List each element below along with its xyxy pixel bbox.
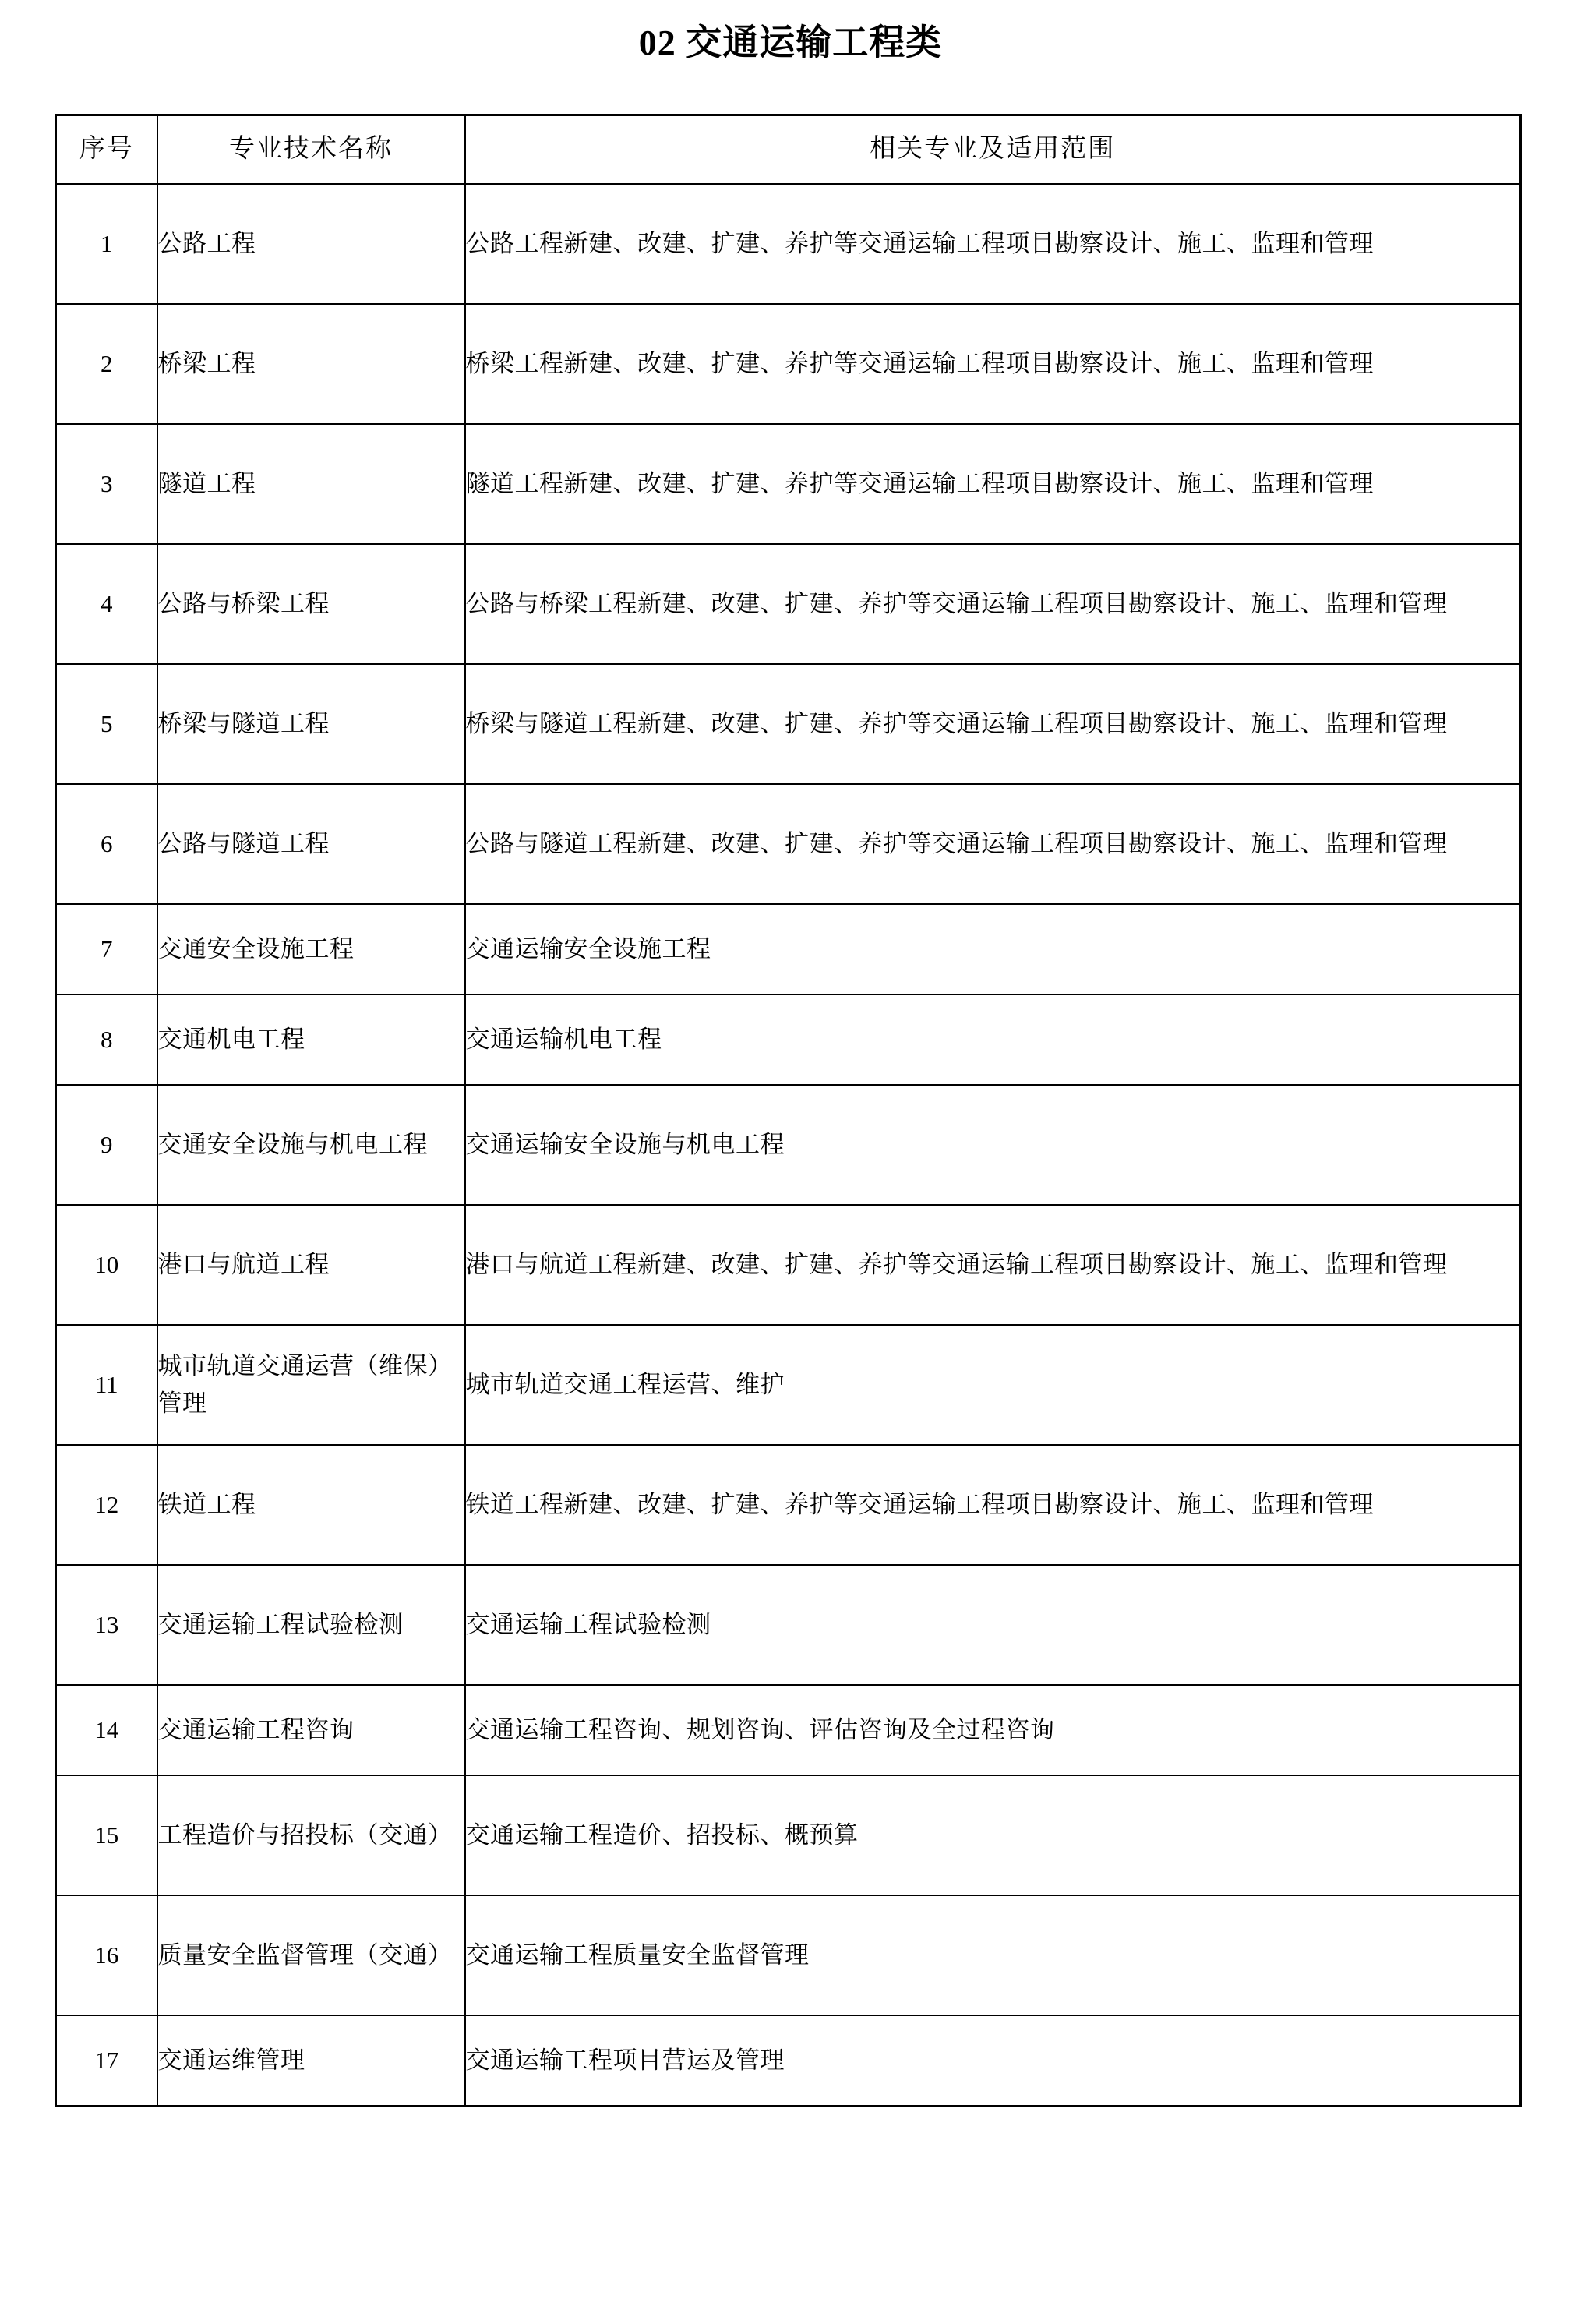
table-row xyxy=(56,1205,1521,1325)
cell-related-scope: 港口与航道工程新建、改建、扩建、养护等交通运输工程项目勘察设计、施工、监理和管理 xyxy=(465,1205,1521,1325)
cell-related-scope: 城市轨道交通工程运营、维护 xyxy=(465,1325,1521,1445)
cell-specialty-name: 铁道工程 xyxy=(157,1445,465,1565)
cell-related-scope: 交通运输安全设施与机电工程 xyxy=(465,1085,1521,1205)
table-row xyxy=(56,664,1521,784)
cell-specialty-name: 城市轨道交通运营（维保）管理 xyxy=(157,1325,465,1445)
cell-specialty-name: 交通安全设施与机电工程 xyxy=(157,1085,465,1205)
cell-sequence-number: 10 xyxy=(56,1205,157,1325)
cell-specialty-name: 港口与航道工程 xyxy=(157,1205,465,1325)
cell-related-scope: 交通运输机电工程 xyxy=(465,994,1521,1085)
cell-specialty-name: 交通运输工程试验检测 xyxy=(157,1565,465,1685)
cell-sequence-number: 7 xyxy=(56,904,157,994)
cell-specialty-name: 桥梁工程 xyxy=(157,304,465,424)
table-row xyxy=(56,994,1521,1085)
cell-specialty-name: 交通机电工程 xyxy=(157,994,465,1085)
page-title: 02 交通运输工程类 xyxy=(638,23,943,62)
column-header-no: 序号 xyxy=(56,115,157,185)
cell-specialty-name: 质量安全监督管理（交通） xyxy=(157,1895,465,2015)
table-row xyxy=(56,1325,1521,1445)
cell-sequence-number: 12 xyxy=(56,1445,157,1565)
cell-related-scope: 交通运输工程造价、招投标、概预算 xyxy=(465,1775,1521,1895)
cell-related-scope: 桥梁与隧道工程新建、改建、扩建、养护等交通运输工程项目勘察设计、施工、监理和管理 xyxy=(465,664,1521,784)
cell-related-scope: 公路工程新建、改建、扩建、养护等交通运输工程项目勘察设计、施工、监理和管理 xyxy=(465,184,1521,304)
table-row xyxy=(56,784,1521,904)
cell-related-scope: 交通运输工程试验检测 xyxy=(465,1565,1521,1685)
cell-specialty-name: 隧道工程 xyxy=(157,424,465,544)
cell-sequence-number: 15 xyxy=(56,1775,157,1895)
cell-specialty-name: 交通安全设施工程 xyxy=(157,904,465,994)
cell-sequence-number: 5 xyxy=(56,664,157,784)
cell-related-scope: 交通运输工程项目营运及管理 xyxy=(465,2015,1521,2107)
cell-sequence-number: 2 xyxy=(56,304,157,424)
cell-related-scope: 公路与隧道工程新建、改建、扩建、养护等交通运输工程项目勘察设计、施工、监理和管理 xyxy=(465,784,1521,904)
specialty-table-container xyxy=(55,114,1519,2107)
table-body xyxy=(56,184,1521,2107)
table-row xyxy=(56,2015,1521,2107)
specialty-table xyxy=(55,114,1522,2107)
table-row xyxy=(56,1685,1521,1775)
cell-related-scope: 交通运输工程咨询、规划咨询、评估咨询及全过程咨询 xyxy=(465,1685,1521,1775)
cell-sequence-number: 3 xyxy=(56,424,157,544)
cell-specialty-name: 桥梁与隧道工程 xyxy=(157,664,465,784)
cell-related-scope: 公路与桥梁工程新建、改建、扩建、养护等交通运输工程项目勘察设计、施工、监理和管理 xyxy=(465,544,1521,664)
table-row xyxy=(56,1445,1521,1565)
table-row xyxy=(56,1565,1521,1685)
cell-sequence-number: 11 xyxy=(56,1325,157,1445)
cell-sequence-number: 16 xyxy=(56,1895,157,2015)
cell-related-scope: 交通运输工程质量安全监督管理 xyxy=(465,1895,1521,2015)
cell-sequence-number: 8 xyxy=(56,994,157,1085)
column-header-name: 专业技术名称 xyxy=(157,115,465,185)
cell-sequence-number: 17 xyxy=(56,2015,157,2107)
cell-specialty-name: 公路与桥梁工程 xyxy=(157,544,465,664)
cell-specialty-name: 公路与隧道工程 xyxy=(157,784,465,904)
cell-specialty-name: 交通运维管理 xyxy=(157,2015,465,2107)
table-header-row xyxy=(56,115,1521,185)
cell-related-scope: 交通运输安全设施工程 xyxy=(465,904,1521,994)
table-row xyxy=(56,304,1521,424)
cell-sequence-number: 6 xyxy=(56,784,157,904)
table-row xyxy=(56,1085,1521,1205)
table-row xyxy=(56,1775,1521,1895)
table-row xyxy=(56,424,1521,544)
cell-sequence-number: 14 xyxy=(56,1685,157,1775)
cell-sequence-number: 9 xyxy=(56,1085,157,1205)
column-header-scope: 相关专业及适用范围 xyxy=(465,115,1521,185)
table-row xyxy=(56,544,1521,664)
cell-sequence-number: 4 xyxy=(56,544,157,664)
table-row xyxy=(56,904,1521,994)
cell-specialty-name: 交通运输工程咨询 xyxy=(157,1685,465,1775)
table-header xyxy=(56,115,1521,185)
cell-sequence-number: 13 xyxy=(56,1565,157,1685)
cell-specialty-name: 工程造价与招投标（交通） xyxy=(157,1775,465,1895)
table-row xyxy=(56,1895,1521,2015)
cell-sequence-number: 1 xyxy=(56,184,157,304)
cell-related-scope: 隧道工程新建、改建、扩建、养护等交通运输工程项目勘察设计、施工、监理和管理 xyxy=(465,424,1521,544)
cell-specialty-name: 公路工程 xyxy=(157,184,465,304)
table-row xyxy=(56,184,1521,304)
cell-related-scope: 铁道工程新建、改建、扩建、养护等交通运输工程项目勘察设计、施工、监理和管理 xyxy=(465,1445,1521,1565)
cell-related-scope: 桥梁工程新建、改建、扩建、养护等交通运输工程项目勘察设计、施工、监理和管理 xyxy=(465,304,1521,424)
